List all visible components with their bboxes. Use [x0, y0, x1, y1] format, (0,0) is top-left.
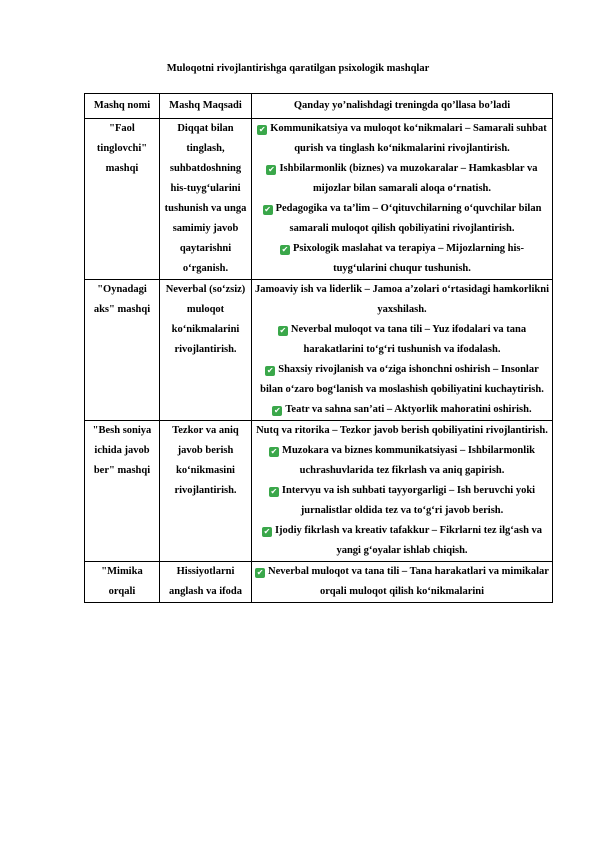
training-direction-text: Teatr va sahna san’ati – Aktyorlik mahoratini oshirish.	[285, 404, 532, 415]
check-mark-icon: ✔	[270, 447, 278, 456]
training-direction-item	[255, 421, 549, 441]
training-direction-text: Ijodiy fikrlash va kreativ tafakkur – Fikrlarni tez ilg‘ash va yangi g‘oyalar ishlab chiqish.	[274, 525, 543, 556]
exercise-purpose-cell: Neverbal (so‘zsiz) muloqot ko‘nikmalarini rivojlantirish.	[160, 280, 252, 421]
table-body	[85, 119, 553, 603]
training-direction-text: Muzokara va biznes kommunikatsiyasi – Ishbilarmonlik uchrashuvlarida tez fikrlash va aniq gapirish.	[282, 445, 535, 476]
check-mark-icon: ✔	[268, 165, 275, 174]
table-row	[85, 280, 553, 421]
training-direction-item	[255, 562, 549, 602]
training-direction-text: Shaxsiy rivojlanish va o‘ziga ishonchni oshirish – Insonlar bilan o‘zaro bog‘lanish va moslashish qobiliyatini kuchaytirish.	[260, 364, 544, 395]
exercise-purpose-cell: Diqqat bilan tinglash, suhbatdoshning his-tuyg‘ularini tushunish va unga samimiy javob qaytarishni o‘rganish.	[160, 119, 252, 280]
exercise-name-cell: "Faol tinglovchi" mashqi	[85, 119, 160, 280]
training-direction-text: Ishbilarmonlik (biznes) va muzokaralar – Hamkasblar va mijozlar bilan samarali aloqa o‘rnatish.	[279, 163, 538, 194]
training-direction-item	[255, 481, 549, 521]
table-row	[85, 421, 553, 562]
check-mark-icon: ✔	[279, 326, 287, 335]
training-direction-item	[255, 280, 549, 320]
training-direction-item	[255, 360, 549, 400]
exercise-purpose-cell: Hissiyotlarni anglash va ifoda	[160, 562, 252, 603]
check-mark-icon: ✔	[264, 205, 271, 214]
training-direction-item	[255, 441, 549, 481]
training-direction-text: Psixologik maslahat va terapiya – Mijozlarning his-tuyg‘ularini chuqur tushunish.	[293, 243, 524, 274]
training-direction-item	[255, 199, 549, 239]
training-direction-item	[255, 159, 549, 199]
check-mark-icon: ✔	[281, 245, 289, 254]
header-exercise-name: Mashq nomi	[85, 94, 160, 119]
document-title: Muloqotni rivojlantirishga qaratilgan psixologik mashqlar	[166, 63, 430, 74]
table-header-row	[85, 94, 553, 119]
training-direction-text: Pedagogika va ta’lim – O‘qituvchilarning o‘quvchilar bilan samarali muloqot qilish qobiliyatini rivojlantirish.	[275, 203, 542, 234]
table-row	[85, 119, 553, 280]
training-direction-text: Nutq va ritorika – Tezkor javob berish qobiliyatini rivojlantirish.	[256, 425, 548, 436]
check-mark-icon: ✔	[266, 366, 274, 375]
training-direction-cell	[252, 421, 553, 562]
training-direction-cell	[252, 280, 553, 421]
training-direction-cell	[252, 119, 553, 280]
check-mark-icon: ✔	[256, 568, 264, 577]
training-direction-text: Jamoaviy ish va liderlik – Jamoa a’zolari o‘rtasidagi hamkorlikni yaxshilash.	[255, 284, 550, 315]
training-direction-item	[255, 119, 549, 159]
training-direction-text: Neverbal muloqot va tana tili – Yuz ifodalari va tana harakatlarini to‘g‘ri tushunish va ifodalash.	[290, 324, 527, 355]
exercise-purpose-cell: Tezkor va aniq javob berish ko‘nikmasini rivojlantirish.	[160, 421, 252, 562]
exercises-table	[84, 93, 553, 603]
exercise-name-cell: "Mimika orqali	[85, 562, 160, 603]
check-mark-icon: ✔	[258, 125, 266, 134]
training-direction-text: Intervyu va ish suhbati tayyorgarligi – Ish beruvchi yoki jurnalistlar oldida tez va to‘g‘ri javob berish.	[281, 485, 536, 516]
check-mark-icon: ✔	[263, 527, 271, 536]
header-training-direction: Qanday yo’nalishdagi treningda qo’llasa bo’ladi	[252, 94, 553, 119]
training-direction-item	[255, 320, 549, 360]
exercise-name-cell: "Oynadagi aks" mashqi	[85, 280, 160, 421]
training-direction-text: Kommunikatsiya va muloqot ko‘nikmalari – Samarali suhbat qurish va tinglash ko‘nikmalarini rivojlantirish.	[270, 123, 547, 154]
header-exercise-purpose: Mashq Maqsadi	[160, 94, 252, 119]
table-row	[85, 562, 553, 603]
training-direction-cell	[252, 562, 553, 603]
exercise-name-cell: "Besh soniya ichida javob ber" mashqi	[85, 421, 160, 562]
check-mark-icon: ✔	[270, 487, 278, 496]
training-direction-item	[255, 400, 549, 420]
training-direction-item	[255, 521, 549, 561]
training-direction-text: Neverbal muloqot va tana tili – Tana harakatlari va mimikalar orqali muloqot qilish ko‘nikmalarini	[268, 566, 549, 597]
training-direction-item	[255, 239, 549, 279]
check-mark-icon: ✔	[274, 406, 281, 415]
